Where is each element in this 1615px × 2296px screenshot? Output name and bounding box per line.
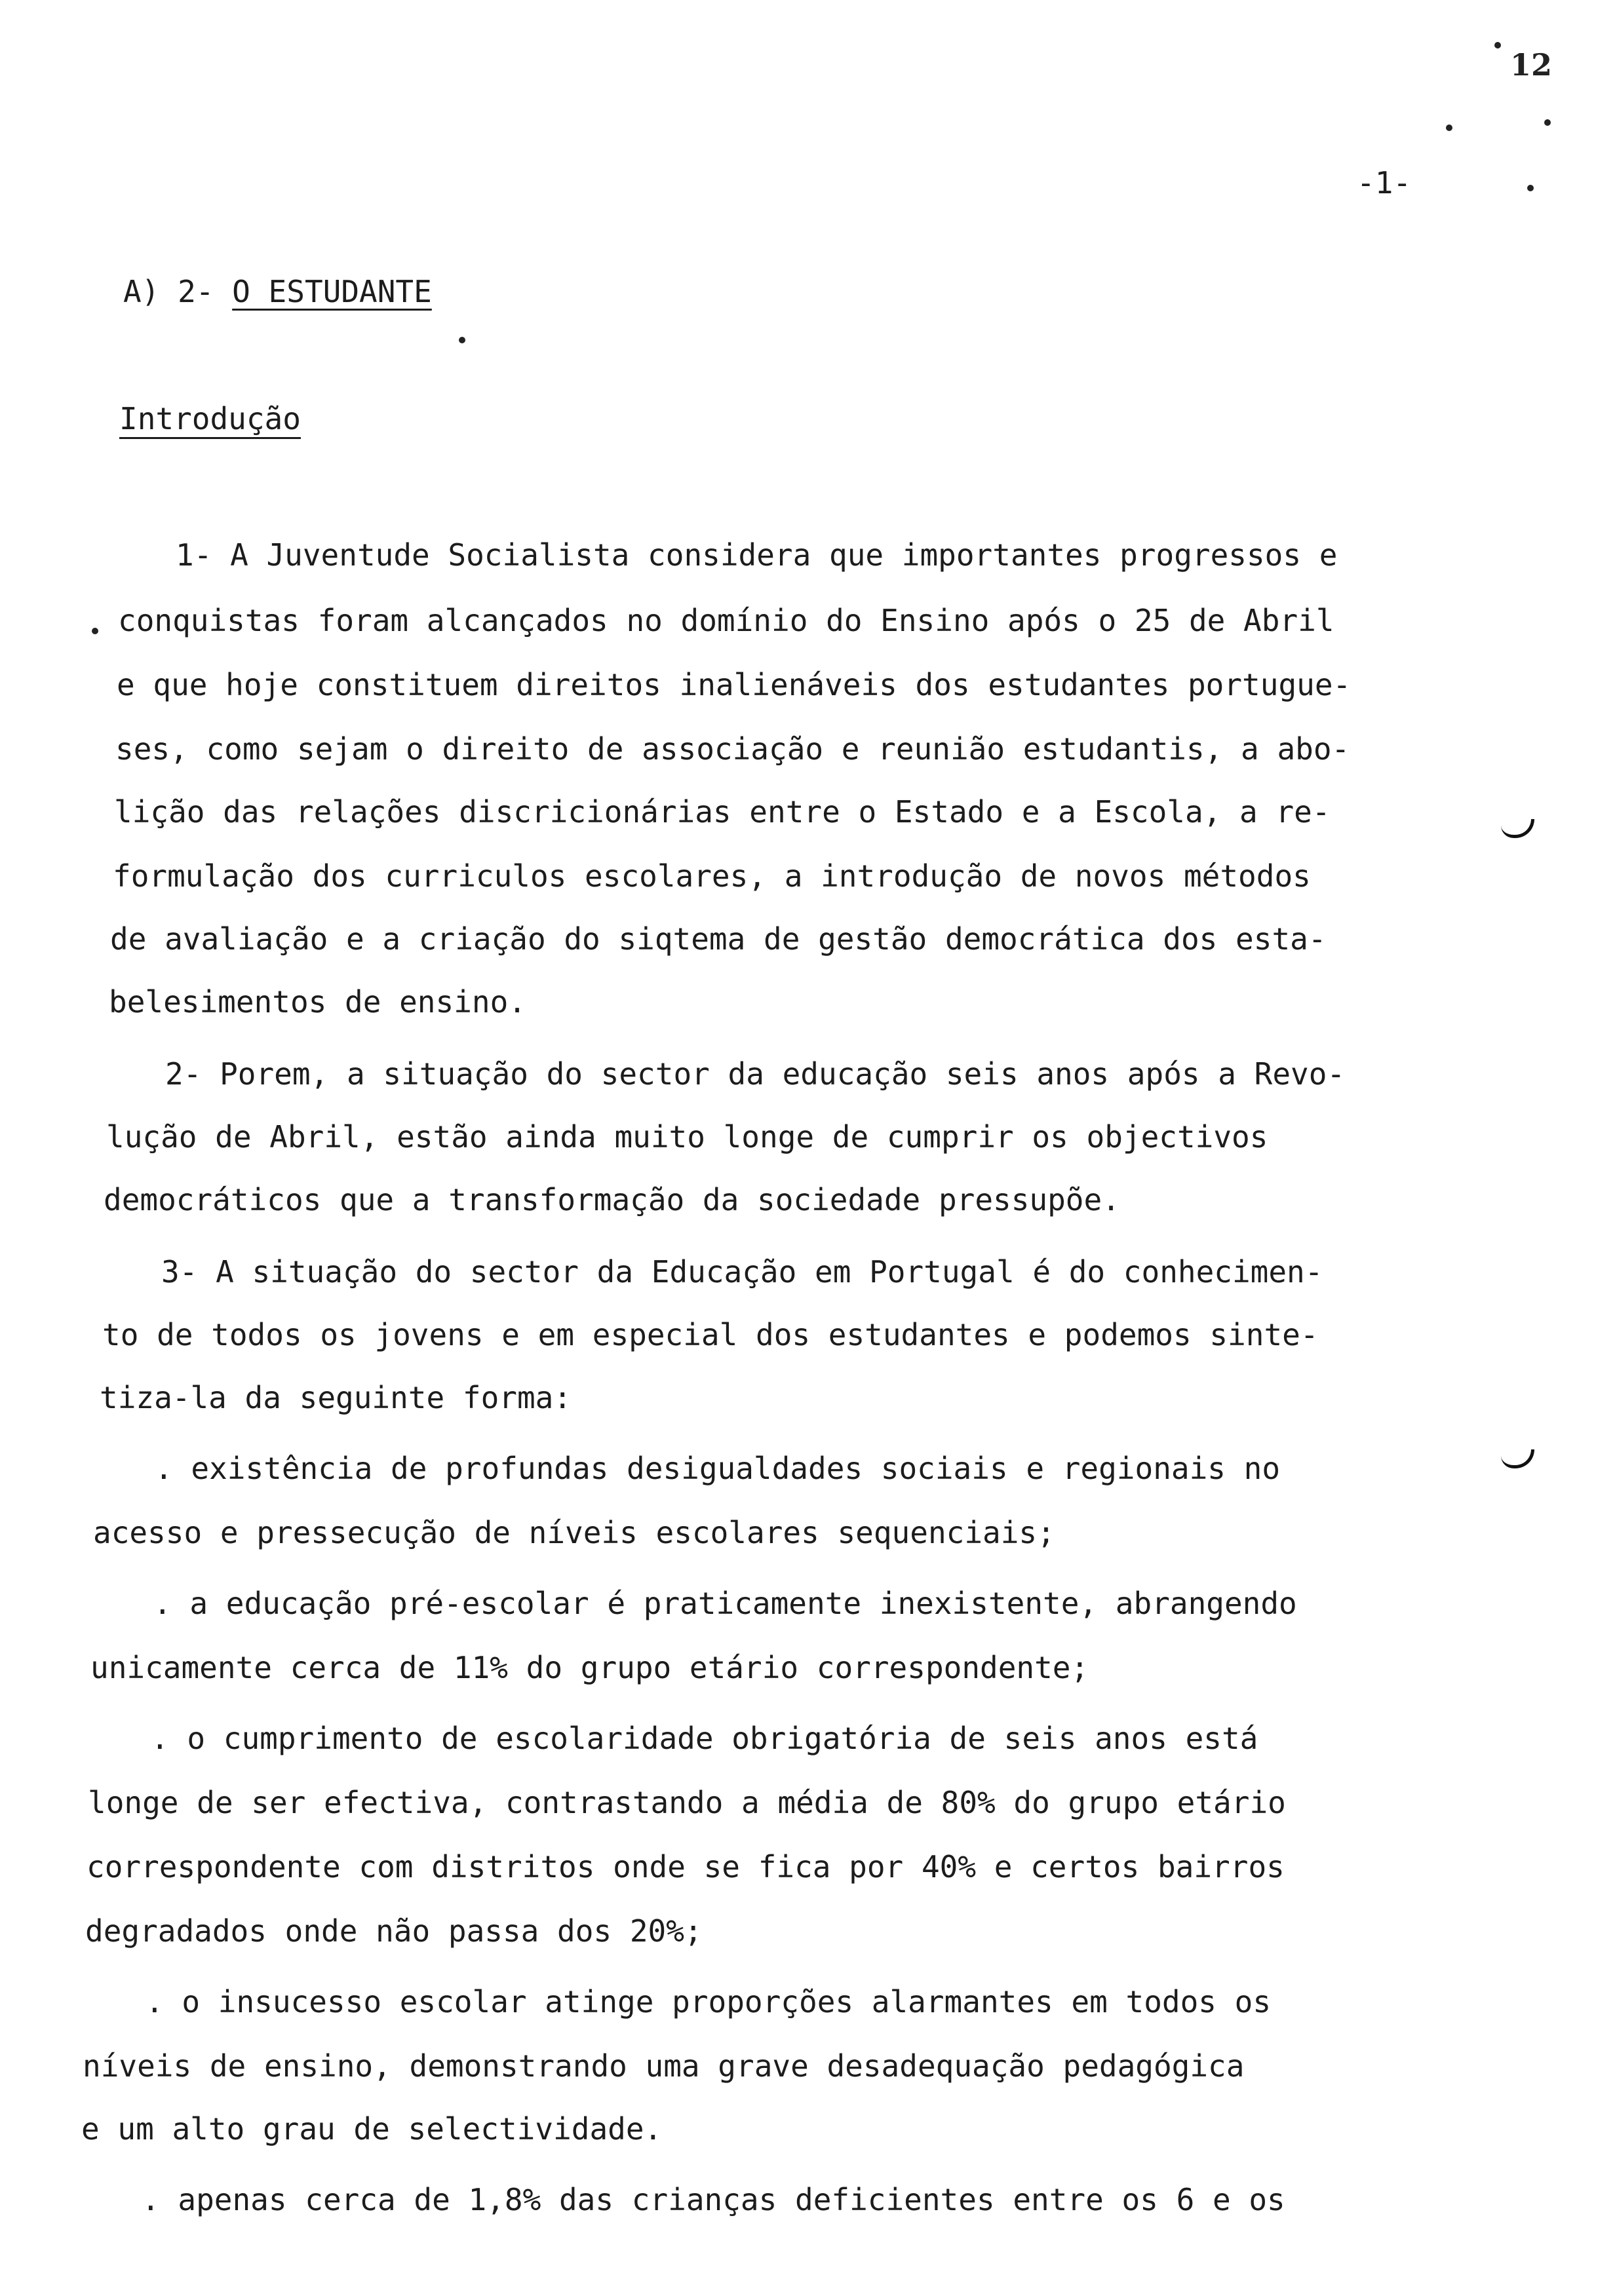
paragraph-line: belesimentos de ensino. xyxy=(109,984,526,1020)
list-item-line: níveis de ensino, demonstrando uma grave desadequação pedagógica xyxy=(83,2048,1245,2084)
paragraph-line: lição das relações discricionárias entre o Estado e a Escola, a re- xyxy=(114,794,1331,830)
corner-handwritten-mark: 12 xyxy=(1510,47,1553,83)
paragraph-line: ses, como sejam o direito de associação e reunião estudantis, a abo- xyxy=(115,731,1350,767)
list-item-line: acesso e pressecução de níveis escolares sequenciais; xyxy=(93,1515,1055,1550)
paragraph-line: 1- A Juventude Socialista considera que importantes progressos e xyxy=(176,537,1338,573)
ink-speck xyxy=(1494,42,1501,48)
subheading: Introdução xyxy=(119,401,301,436)
list-item-line: e um alto grau de selectividade. xyxy=(81,2111,663,2147)
paragraph-line: lução de Abril, estão ainda muito longe de cumprir os objectivos xyxy=(106,1119,1268,1155)
list-item-line: correspondente com distritos onde se fica por 40% e certos bairros xyxy=(87,1849,1285,1885)
section-heading xyxy=(123,274,432,309)
section-title: O ESTUDANTE xyxy=(232,274,432,309)
paragraph-line: e que hoje constituem direitos inalienáveis dos estudantes portugue- xyxy=(117,667,1352,702)
list-item-line: . existência de profundas desigualdades sociais e regionais no xyxy=(155,1451,1281,1486)
ink-speck xyxy=(92,628,98,634)
margin-check-mark xyxy=(1501,1449,1534,1468)
page-number: -1- xyxy=(1357,165,1412,201)
list-item-line: . a educação pré-escolar é praticamente inexistente, abrangendo xyxy=(153,1586,1297,1621)
list-item-line: . o insucesso escolar atinge proporções alarmantes em todos os xyxy=(146,1984,1272,2019)
ink-speck xyxy=(1527,185,1534,191)
list-item-line: unicamente cerca de 11% do grupo etário correspondente; xyxy=(90,1650,1089,1685)
list-item-line: longe de ser efectiva, contrastando a média de 80% do grupo etário xyxy=(88,1785,1286,1820)
paragraph-line: 3- A situação do sector da Educação em Portugal é do conhecimen- xyxy=(161,1254,1323,1290)
paragraph-line: conquistas foram alcançados no domínio do Ensino após o 25 de Abril xyxy=(118,603,1334,638)
paragraph-line: 2- Porem, a situação do sector da educação seis anos após a Revo- xyxy=(165,1056,1346,1092)
ink-speck xyxy=(1446,124,1452,131)
list-item-line: . apenas cerca de 1,8% das crianças deficientes entre os 6 e os xyxy=(142,2182,1285,2217)
paragraph-line: de avaliação e a criação do siqtema de gestão democrática dos esta- xyxy=(110,921,1327,957)
section-number: A) 2- xyxy=(123,274,233,309)
paragraph-line: formulação dos curriculos escolares, a introdução de novos métodos xyxy=(113,858,1311,894)
margin-check-mark xyxy=(1501,819,1534,838)
ink-speck xyxy=(459,337,465,343)
paragraph-line: democráticos que a transformação da sociedade pressupõe. xyxy=(104,1182,1120,1217)
list-item-line: degradados onde não passa dos 20%; xyxy=(85,1913,703,1949)
ink-speck xyxy=(1544,119,1551,126)
list-item-line: . o cumprimento de escolaridade obrigatória de seis anos está xyxy=(151,1721,1258,1756)
paragraph-line: tiza-la da seguinte forma: xyxy=(100,1380,572,1415)
paragraph-line: to de todos os jovens e em especial dos estudantes e podemos sinte- xyxy=(102,1317,1319,1352)
